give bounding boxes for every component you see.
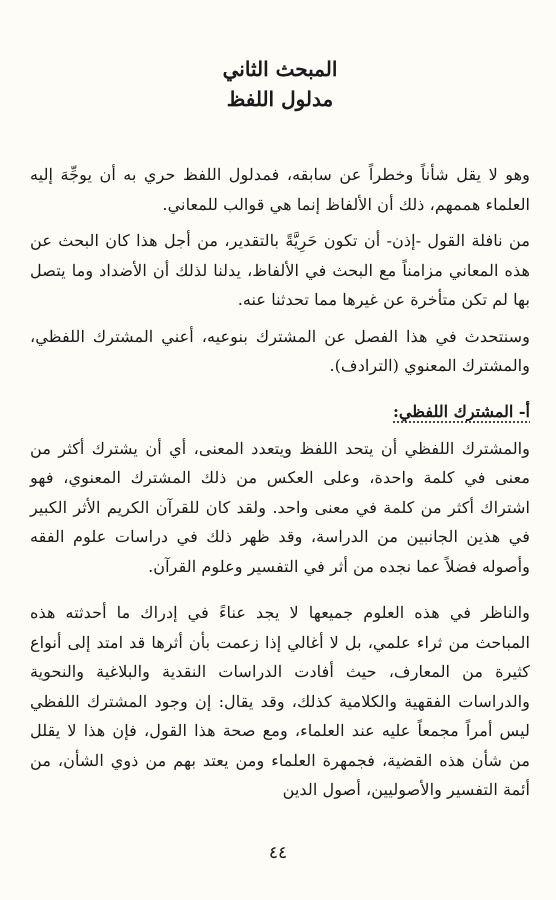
- section-heading: المبحث الثاني: [222, 57, 338, 81]
- page-title: مدلول اللفظ: [226, 87, 334, 111]
- paragraph-chapter-plan: وسنتحدث في هذا الفصل عن المشترك بنوعيه، أعني المشترك اللفظي، والمشترك المعنوي (الترادف).: [30, 326, 530, 375]
- page-number: ٤٤: [268, 843, 288, 863]
- paragraph-intro: وهو لا يقل شأناً وخطراً عن سابقه، فمدلول اللفظ حري به أن يوجِّهَ إليه العلماء هممهم، ذلك أن الألفاظ إنما هي قوالب للمعاني.: [30, 165, 530, 214]
- paragraph-definition: والمشترك اللفظي أن يتحد اللفظ ويتعدد المعنى، أي أن يشترك أكثر من معنى في كلمة واحدة، وعلى العكس من ذلك المشترك المعنوي، فهو اشتراك أكثر من كلمة في معنى واحد. ولقد كان للقرآن الكريم الأثر الكبير في هذين الجانبين من الدراسة، وقد ظهر ذلك في دراسات علوم الفقه وأصوله فضلاً عما نجده من أثر في التفسير وعلوم القرآن.: [30, 438, 530, 576]
- paragraph-scholarly-impact: والناظر في هذه العلوم جميعها لا يجد عناءً في إدراك ما أحدثته هذه المباحث من ثراء علمي، بل لا أغالي إذا زعمت بأن أثرها قد امتد إلى أنواع كثيرة من المعارف، حيث أفادت الدراسات النقدية والبلاغية والنحوية والدراسات الفقهية والكلامية كذلك، وقد يقال: إن وجود المشترك اللفظي ليس أمراً مجمعاً عليه عند العلماء، ومع صحة هذا القول، فإن هذا لا يقلل من شأن هذه القضية، فجمهرة العلماء ومن يعتد بهم من ذوي الشأن، من أئمة التفسير والأصوليين، أصول الدين: [30, 603, 530, 799]
- paragraph-necessity: من نافلة القول -إذن- أن تكون حَرِيَّةً بالتقدير، من أجل هذا كان البحث عن هذه المعاني مزامناً مع البحث في الألفاظ، يدلنا لذلك أن الأضداد وما يتصل بها لم تكن متأخرة عن غيرها مما تحدثنا عنه.: [30, 231, 530, 309]
- subsection-heading: أ- المشترك اللفظي:: [393, 401, 530, 421]
